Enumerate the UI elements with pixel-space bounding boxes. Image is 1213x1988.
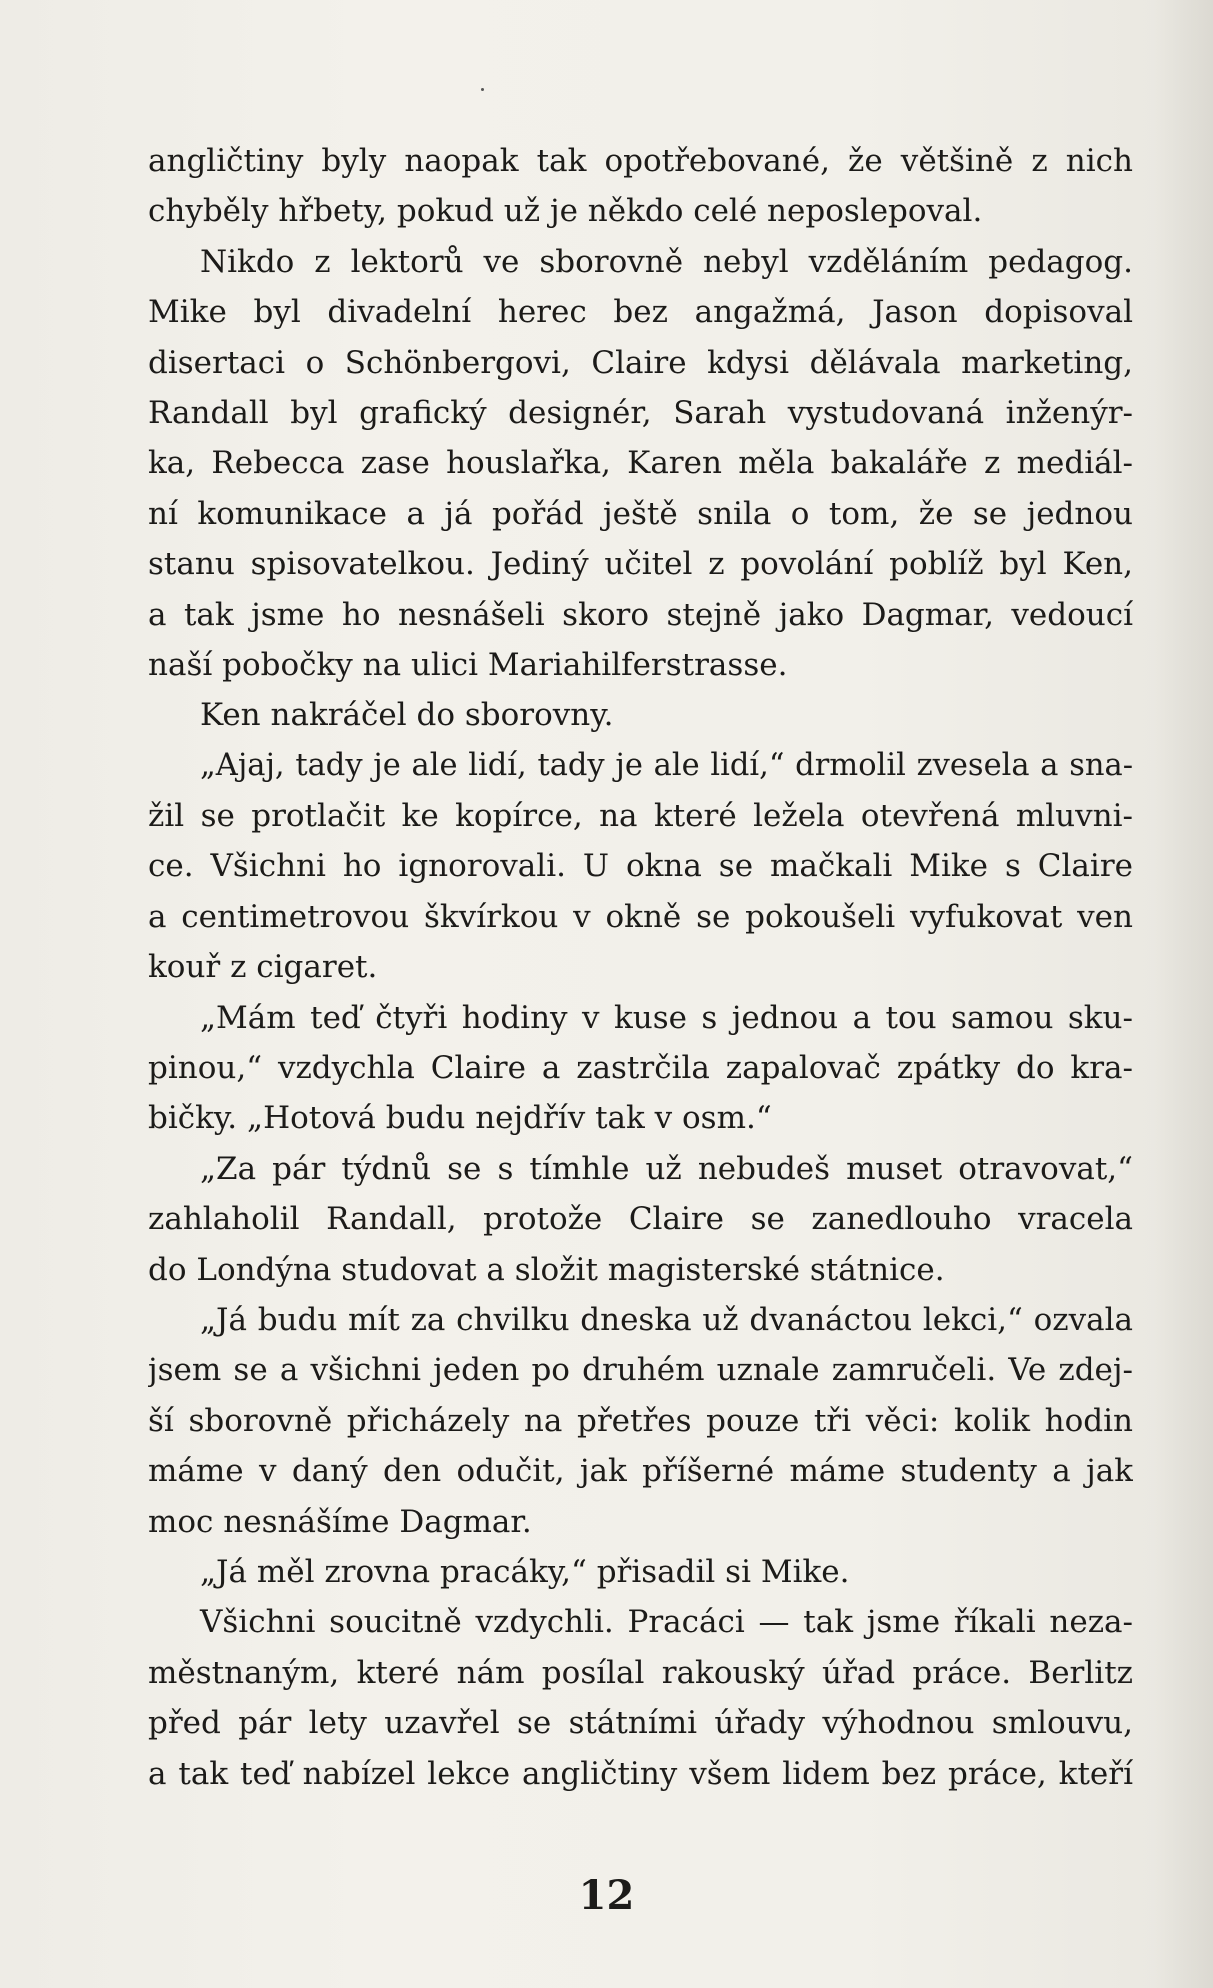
text-line: „Já měl zrovna pracáky,“ přisadil si Mike. [200,1553,850,1590]
text-line: angličtiny byly naopak tak opotřebované, že většině z nich [148,143,1133,179]
text-line: Všichni soucitně vzdychli. Pracáci — tak jsme říkali neza- [200,1604,1133,1641]
text-line: a tak jsme ho nesnášeli skoro stejně jako Dagmar, vedoucí [148,596,1133,633]
text-line: stanu spisovatelkou. Jediný učitel z povolání poblíž byl Ken, [148,546,1133,583]
text-line: ní komunikace a já pořád ještě snila o tom, že se jednou [148,495,1133,532]
text-line: ka, Rebecca zase houslařka, Karen měla bakaláře z mediál- [148,445,1133,482]
page-number: 12 [578,1872,635,1919]
text-line: chyběly hřbety, pokud už je někdo celé neposlepoval. [148,193,983,230]
text-line: kouř z cigaret. [148,949,378,986]
text-line: ce. Všichni ho ignorovali. U okna se mačkali Mike s Claire [148,848,1133,885]
text-line: jsem se a všichni jeden po druhém uznale zamručeli. Ve zdej- [148,1352,1133,1389]
text-line: „Za pár týdnů se s tímhle už nebudeš muset otravovat,“ [200,1150,1133,1187]
text-line: „Mám teď čtyři hodiny v kuse s jednou a tou samou sku- [200,999,1133,1036]
text-line: moc nesnášíme Dagmar. [148,1503,532,1540]
paper-speck [481,88,484,91]
text-line: Randall byl grafický designér, Sarah vystudovaná inženýr- [148,394,1133,431]
page-edge-shadow [1153,0,1213,1988]
text-line: disertaci o Schönbergovi, Claire kdysi dělávala marketing, [148,344,1133,381]
text-line: před pár lety uzavřel se státními úřady výhodnou smlouvu, [148,1705,1133,1742]
text-line: a tak teď nabízel lekce angličtiny všem lidem bez práce, kteří [148,1755,1133,1792]
text-line: naší pobočky na ulici Mariahilferstrasse. [148,646,788,683]
text-line: Mike byl divadelní herec bez angažmá, Jason dopisoval [148,294,1133,331]
text-line: „Já budu mít za chvilku dneska už dvanáctou lekci,“ ozvala [200,1301,1133,1338]
text-line: a centimetrovou škvírkou v okně se pokoušeli vyfukovat ven [148,898,1133,935]
text-line: žil se protlačit ke kopírce, na které ležela otevřená mluvni- [148,798,1133,835]
text-line: ší sborovně přicházely na přetřes pouze tři věci: kolik hodin [148,1402,1133,1439]
text-line: máme v daný den odučit, jak příšerné máme studenty a jak [148,1453,1133,1490]
text-line: pinou,“ vzdychla Claire a zastrčila zapalovač zpátky do kra- [148,1050,1133,1087]
body-text [148,136,1133,1799]
text-line: „Ajaj, tady je ale lidí, tady je ale lidí,“ drmolil zvesela a sna- [200,747,1133,783]
text-line: Nikdo z lektorů ve sborovně nebyl vzděláním pedagog. [200,243,1133,280]
text-line: Ken nakráčel do sborovny. [200,697,614,734]
text-line: zahlaholil Randall, protože Claire se zanedlouho vracela [148,1201,1133,1238]
text-line: bičky. „Hotová budu nejdřív tak v osm.“ [148,1100,772,1137]
text-line: městnaným, které nám posílal rakouský úřad práce. Berlitz [148,1654,1133,1691]
text-line: do Londýna studovat a složit magisterské státnice. [148,1251,945,1288]
